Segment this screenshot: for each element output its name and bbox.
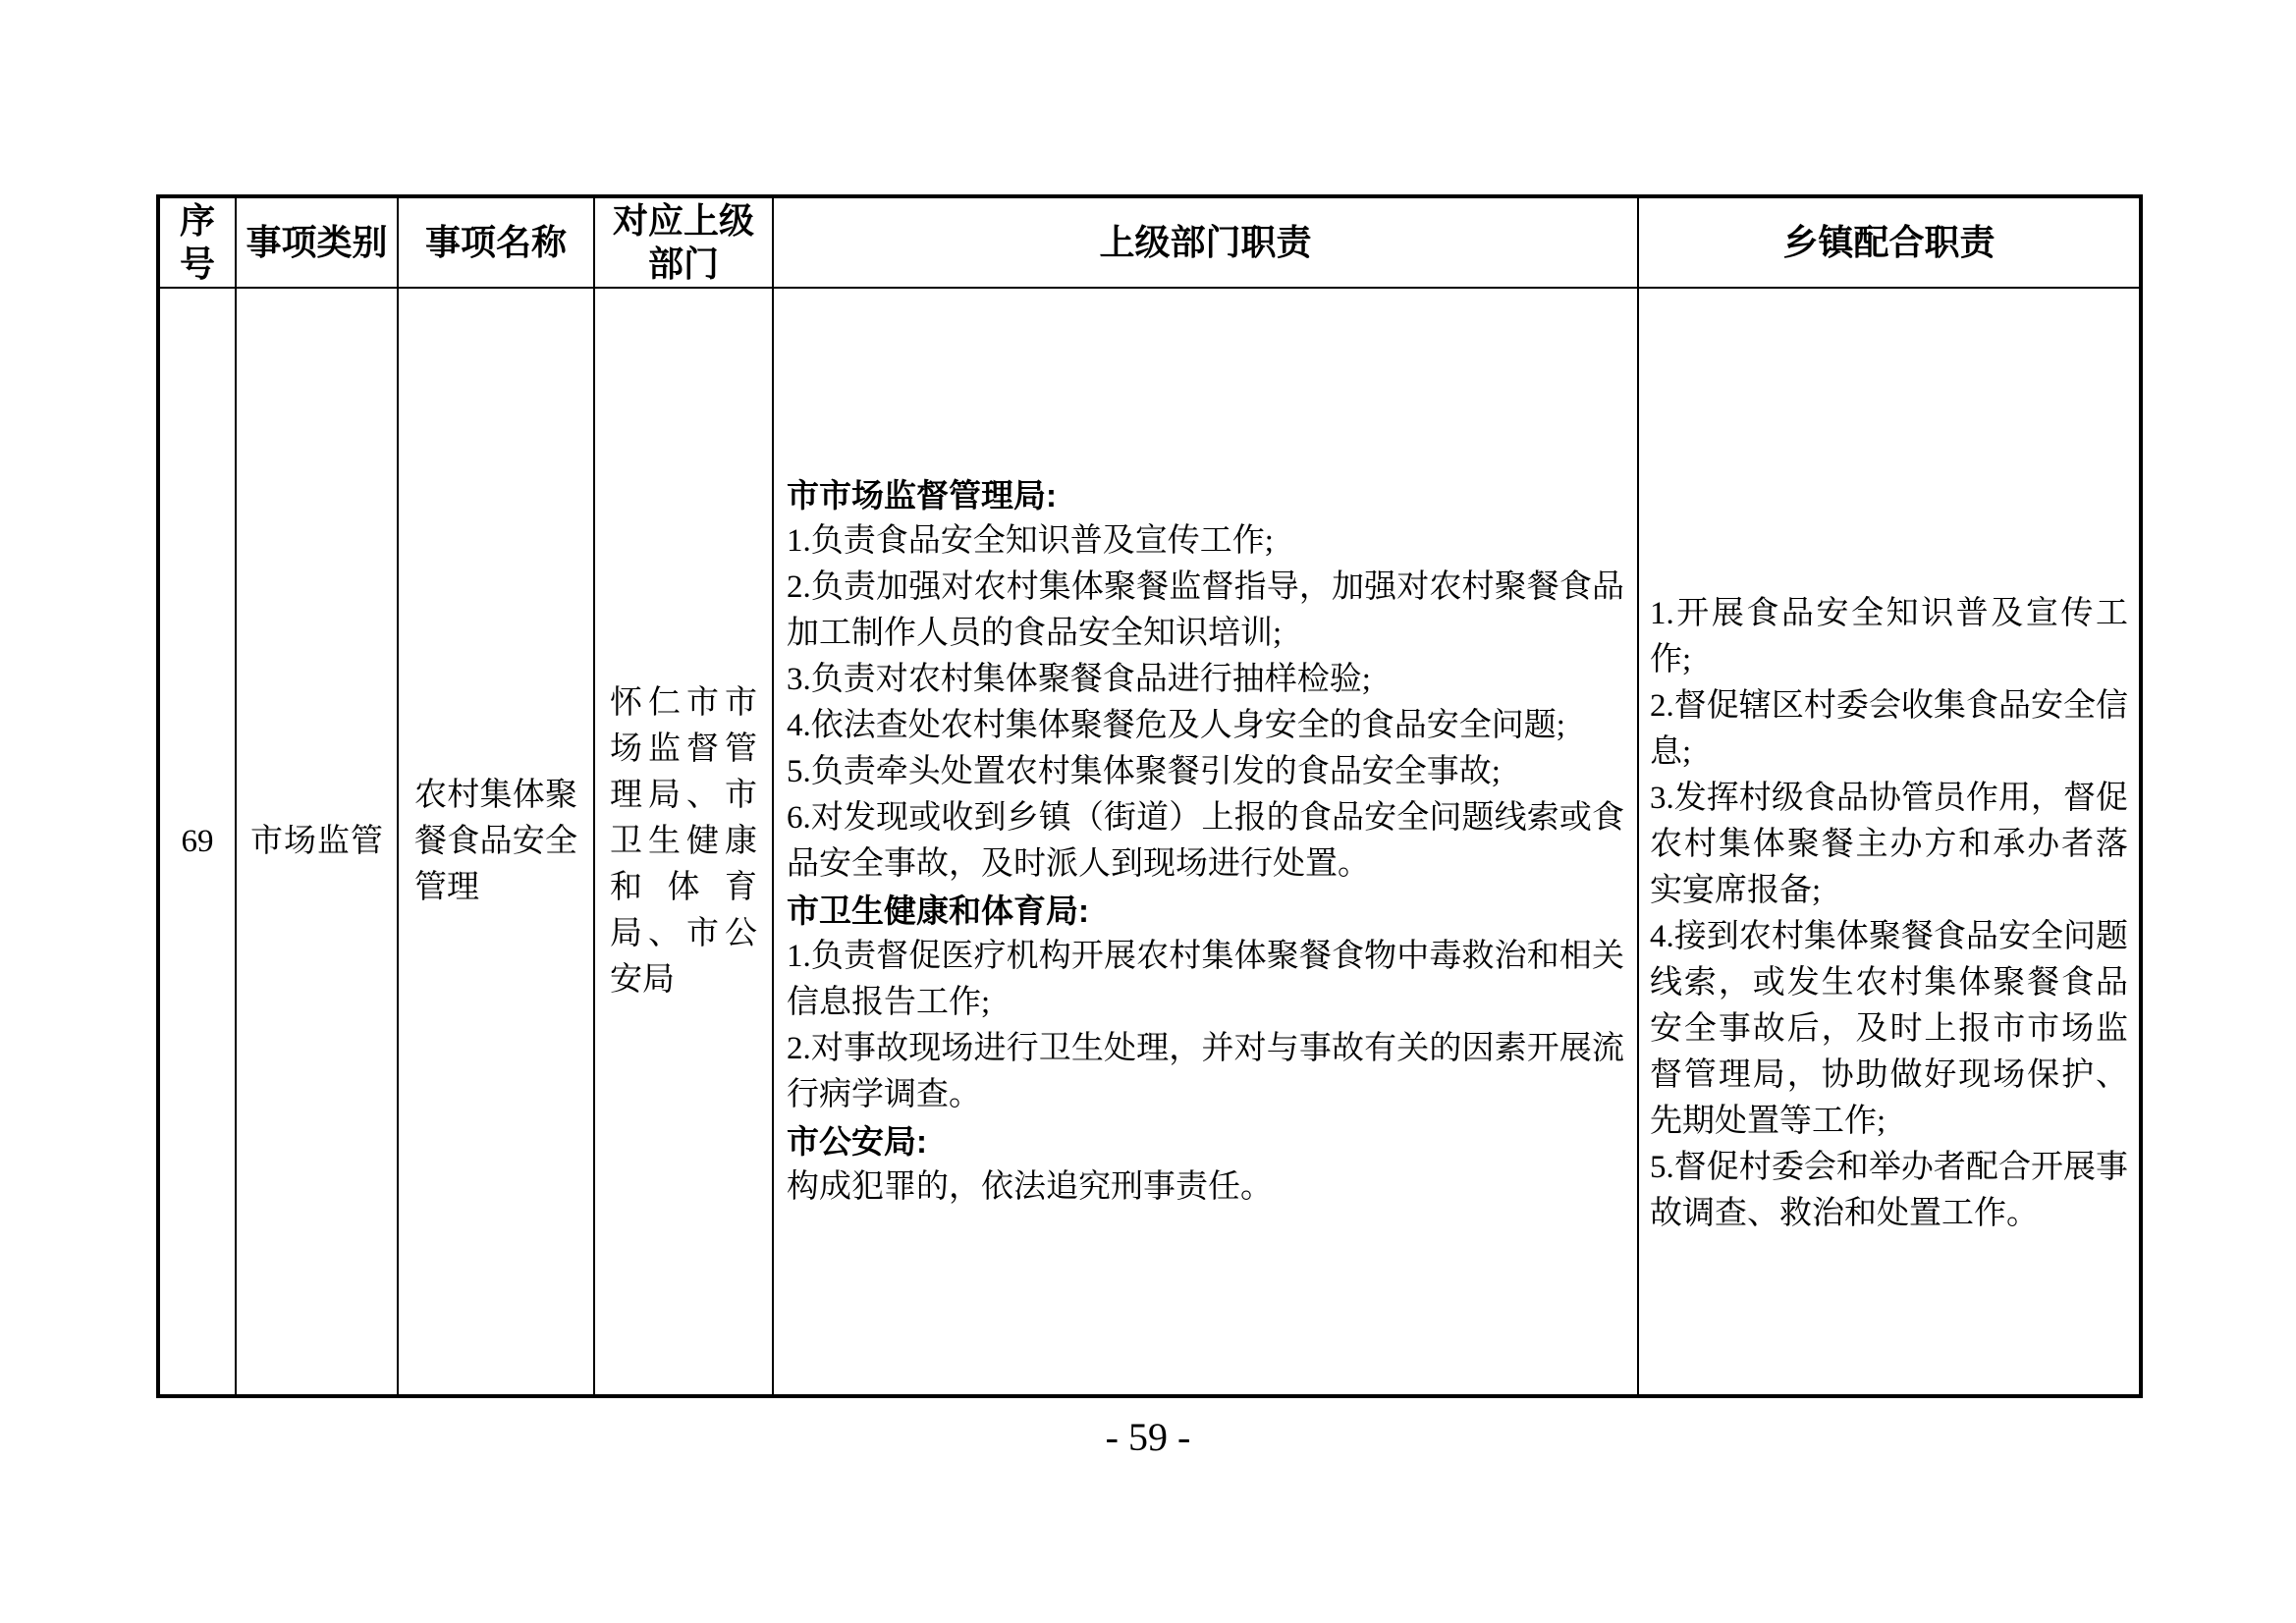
duty-heading: 市市场监督管理局:	[787, 477, 1057, 514]
duty-table	[156, 194, 2143, 1398]
duty-item: 4.依法查处农村集体聚餐危及人身安全的食品安全问题;	[787, 708, 1565, 743]
duty-item: 4.接到农村集体聚餐食品安全问题线索，或发生农村集体聚餐食品安全事故后，及时上报市市场监督管理局，协助做好现场保护、先期处置等工作;	[1650, 919, 2128, 1139]
duty-heading: 市公安局:	[787, 1123, 927, 1160]
cell-item-name	[398, 288, 594, 1396]
header-superior-duty: 上级部门职责	[773, 196, 1638, 288]
duty-item: 1.负责食品安全知识普及宣传工作;	[787, 523, 1274, 559]
duty-item: 2.督促辖区村委会收集食品安全信息;	[1650, 688, 2128, 770]
superior-duties-list	[775, 472, 1636, 1211]
duty-item: 2.对事故现场进行卫生处理，并对与事故有关的因素开展流行病学调查。	[787, 1031, 1624, 1112]
header-serial: 序号	[158, 196, 236, 288]
page-number: - 59 -	[1105, 1415, 1191, 1459]
duty-item: 5.督促村委会和举办者配合开展事故调查、救治和处置工作。	[1650, 1150, 2128, 1231]
cell-serial-number: 69	[158, 288, 236, 1396]
duty-heading: 市卫生健康和体育局:	[787, 893, 1089, 929]
table-row	[158, 288, 2141, 1396]
duty-item: 构成犯罪的，依法追究刑事责任。	[787, 1169, 1273, 1205]
cell-superior-duties	[773, 288, 1638, 1396]
duty-item: 1.负责督促医疗机构开展农村集体聚餐食物中毒救治和相关信息报告工作;	[787, 939, 1624, 1020]
duty-item: 2.负责加强对农村集体聚餐监督指导，加强对农村聚餐食品加工制作人员的食品安全知识培训;	[787, 569, 1624, 651]
header-township-duty: 乡镇配合职责	[1638, 196, 2141, 288]
duty-item: 1.开展食品安全知识普及宣传工作;	[1650, 596, 2128, 677]
cell-township-duties	[1638, 288, 2141, 1396]
header-row	[158, 196, 2141, 288]
duty-item: 3.发挥村级食品协管员作用，督促农村集体聚餐主办方和承办者落实宴席报备;	[1650, 781, 2128, 908]
item-name-text: 农村集体聚餐食品安全管理	[414, 777, 577, 905]
duty-item: 6.对发现或收到乡镇（街道）上报的食品安全问题线索或食品安全事故，及时派人到现场进行处置。	[787, 800, 1624, 882]
cell-superior-departments	[594, 288, 773, 1396]
header-category: 事项类别	[236, 196, 398, 288]
header-item-name: 事项名称	[398, 196, 594, 288]
superior-departments-text: 怀仁市市场监督管理局、市卫生健康和体育局、市公安局	[610, 684, 757, 998]
cell-category	[236, 288, 398, 1396]
header-superior-department: 对应上级部门	[594, 196, 773, 288]
category-text: 市场监管	[250, 823, 383, 859]
township-duties-list	[1640, 446, 2138, 1237]
duty-item: 5.负责牵头处置农村集体聚餐引发的食品安全事故;	[787, 754, 1501, 789]
duty-item: 3.负责对农村集体聚餐食品进行抽样检验;	[787, 662, 1371, 697]
